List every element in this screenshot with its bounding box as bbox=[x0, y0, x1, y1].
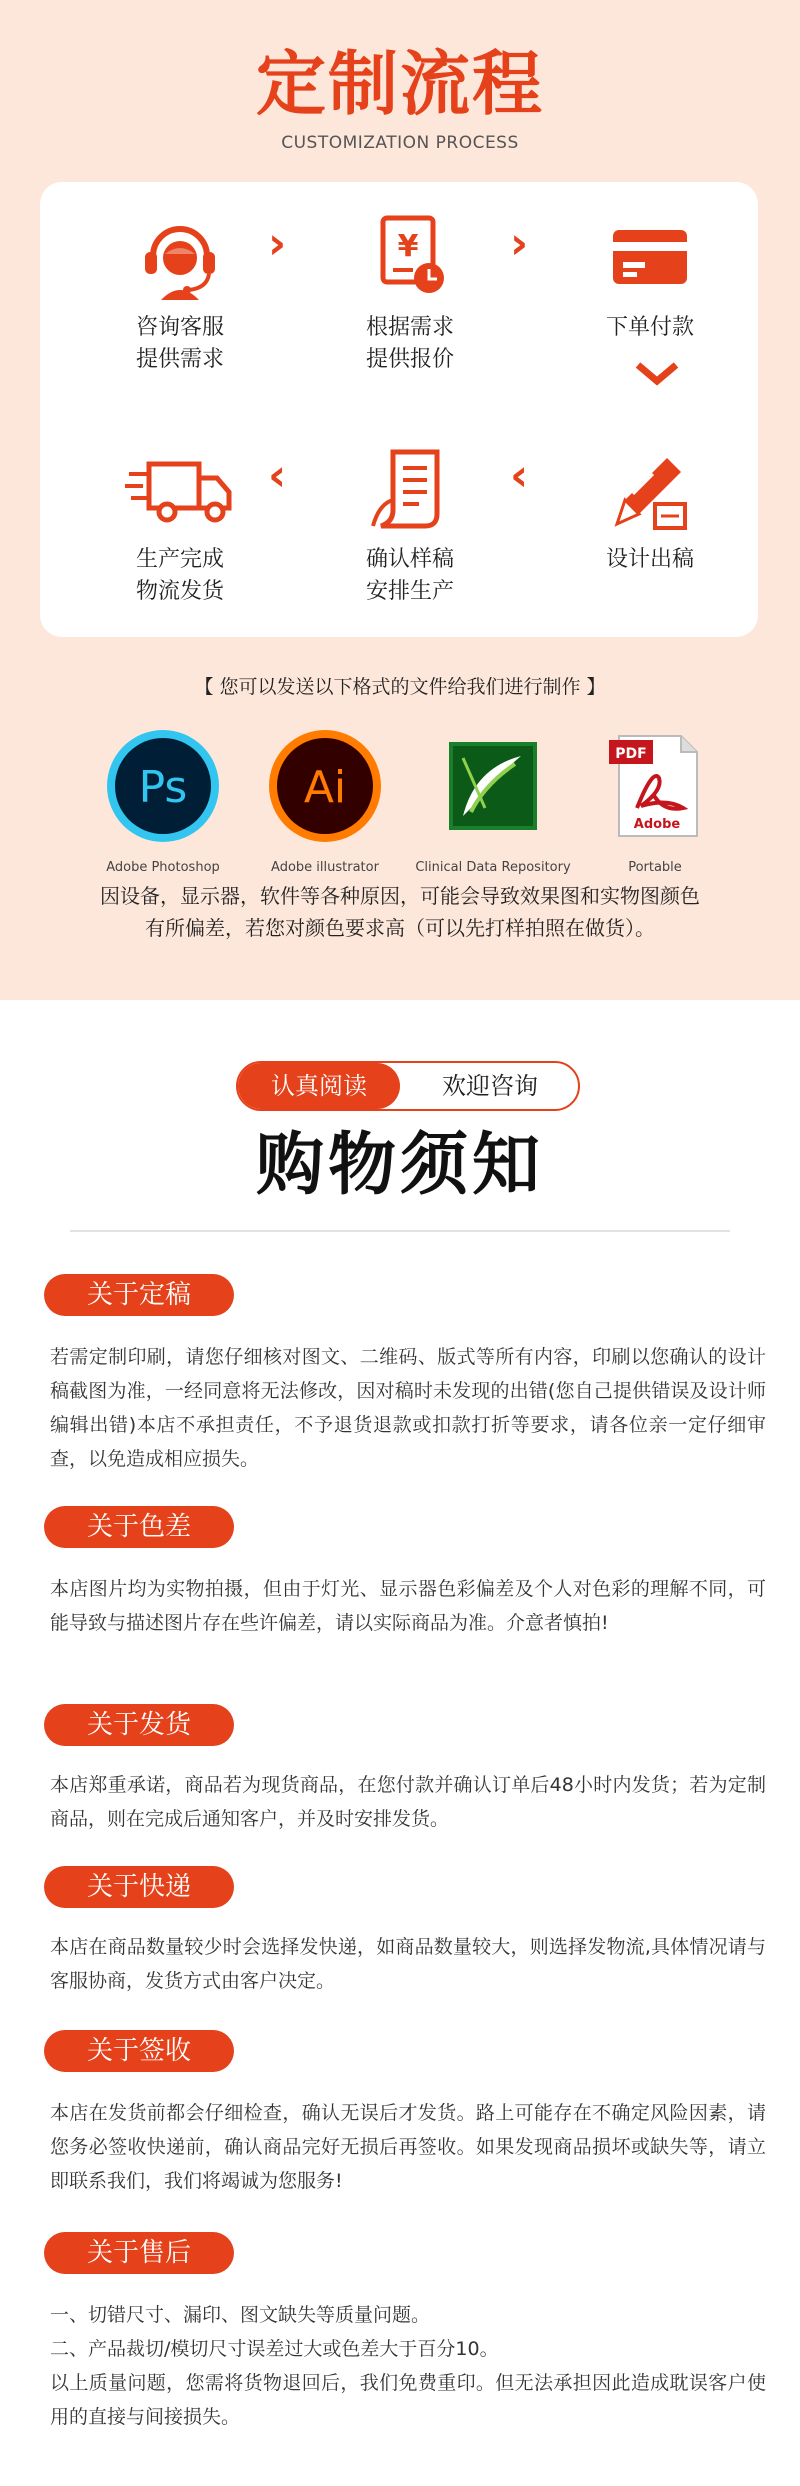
step-design bbox=[570, 444, 730, 576]
format-illustrator bbox=[240, 728, 410, 875]
pill-consult-label: 欢迎咨询 bbox=[442, 1072, 538, 1100]
section-text-finalize: 若需定制印刷，请您仔细核对图文、二维码、版式等所有内容，印刷以您确认的设计稿截图为准，一经同意将无法修改，因对稿时未发现的出错(您自己提供错误及设计师编辑出错)本店不承担责任，不予退货退款或扣款打折等要求，请各位亲一定仔细审查，以免造成相应损失。 bbox=[50, 1346, 766, 1470]
step-label-line1: 咨询客服 bbox=[135, 315, 224, 340]
credit-card-icon bbox=[605, 212, 695, 302]
step-label-line2: 提供报价 bbox=[365, 347, 454, 372]
process-card bbox=[40, 182, 758, 637]
section-text-shipping: 本店郑重承诺，商品若为现货商品，在您付款并确认订单后48小时内发货；若为定制商品，则在完成后通知客户，并及时安排发货。 bbox=[50, 1774, 766, 1830]
coreldraw-icon bbox=[435, 728, 551, 844]
section-title-receipt: 关于签收 bbox=[44, 2030, 234, 2072]
arrow-left-icon: ‹ bbox=[510, 450, 529, 501]
arrow-right-icon: › bbox=[268, 218, 287, 269]
page-title: 定制流程 bbox=[256, 43, 544, 125]
svg-text:Ai: Ai bbox=[303, 762, 347, 813]
photoshop-icon bbox=[105, 728, 221, 844]
page-subtitle: CUSTOMIZATION PROCESS bbox=[281, 133, 519, 153]
step-delivery bbox=[100, 444, 260, 608]
headset-icon bbox=[135, 212, 225, 302]
divider bbox=[70, 1230, 730, 1232]
section-title-express: 关于快递 bbox=[44, 1866, 234, 1908]
step-payment bbox=[570, 212, 730, 344]
step-label-line1: 设计出稿 bbox=[605, 547, 694, 572]
step-label-line2: 安排生产 bbox=[365, 579, 454, 604]
step-label-line1: 下单付款 bbox=[605, 315, 694, 340]
step-confirm bbox=[330, 444, 490, 608]
color-disclaimer: 因设备，显示器，软件等各种原因，可能会导致效果图和实物图颜色 有所偏差，若您对颜色要求高（可以先打样拍照在做货）。 bbox=[100, 884, 700, 940]
section-title-aftersale: 关于售后 bbox=[44, 2232, 234, 2274]
format-caption: Clinical Data Repository bbox=[415, 860, 571, 875]
pdf-icon bbox=[597, 728, 713, 844]
section-text-receipt: 本店在发货前都会仔细检查，确认无误后才发货。路上可能存在不确定风险因素，请您务必签收快递前，确认商品完好无损后再签收。如果发现商品损坏或缺失等，请立即联系我们，我们将竭诚为您服务! bbox=[50, 2102, 766, 2192]
section-title-finalize: 关于定稿 bbox=[44, 1274, 234, 1316]
format-caption: Adobe Photoshop bbox=[106, 860, 220, 875]
format-photoshop bbox=[78, 728, 248, 875]
document-quill-icon bbox=[365, 444, 455, 534]
svg-text:Adobe: Adobe bbox=[633, 817, 681, 832]
formats-note: 【 您可以发送以下格式的文件给我们进行制作 】 bbox=[194, 676, 606, 698]
step-label-line2: 提供需求 bbox=[135, 347, 224, 372]
format-pdf bbox=[570, 728, 740, 875]
price-quote-icon bbox=[365, 212, 455, 302]
section-text-express: 本店在商品数量较少时会选择发快递，如商品数量较大，则选择发物流,具体情况请与客服协商，发货方式由客户决定。 bbox=[50, 1936, 766, 1992]
section-text-aftersale: 一、切错尺寸、漏印、图文缺失等质量问题。 二、产品裁切/模切尺寸误差过大或色差大于百分10。 以上质量问题，您需将货物退回后，我们免费重印。但无法承担因此造成耽误客户使用的直接与间接损失。 bbox=[50, 2304, 766, 2428]
customization-section bbox=[0, 0, 800, 1000]
format-coreldraw bbox=[408, 728, 578, 875]
svg-text:¥: ¥ bbox=[397, 229, 419, 264]
read-consult-pill bbox=[236, 1061, 580, 1111]
step-consult bbox=[100, 212, 260, 376]
illustrator-icon bbox=[267, 728, 383, 844]
pill-read-label: 认真阅读 bbox=[238, 1063, 400, 1109]
design-pencil-icon bbox=[605, 444, 695, 534]
step-label-line1: 根据需求 bbox=[365, 315, 454, 340]
step-label-line1: 生产完成 bbox=[135, 547, 224, 572]
arrow-left-icon: ‹ bbox=[268, 450, 287, 501]
arrow-down-icon bbox=[634, 352, 680, 394]
step-label-line1: 确认样稿 bbox=[365, 547, 454, 572]
format-caption: Adobe illustrator bbox=[271, 860, 379, 875]
section-text-color: 本店图片均为实物拍摄，但由于灯光、显示器色彩偏差及个人对色彩的理解不同，可能导致与描述图片存在些许偏差，请以实际商品为准。介意者慎拍! bbox=[50, 1578, 766, 1634]
section-title-color: 关于色差 bbox=[44, 1506, 234, 1548]
svg-text:Ps: Ps bbox=[138, 762, 188, 813]
format-caption: Portable bbox=[628, 860, 682, 875]
section-title-shipping: 关于发货 bbox=[44, 1704, 234, 1746]
step-quote bbox=[330, 212, 490, 376]
notice-title: 购物须知 bbox=[255, 1126, 544, 1205]
svg-text:PDF: PDF bbox=[615, 746, 647, 762]
arrow-right-icon: › bbox=[510, 218, 529, 269]
delivery-truck-icon bbox=[125, 444, 235, 534]
step-label-line2: 物流发货 bbox=[135, 579, 224, 604]
